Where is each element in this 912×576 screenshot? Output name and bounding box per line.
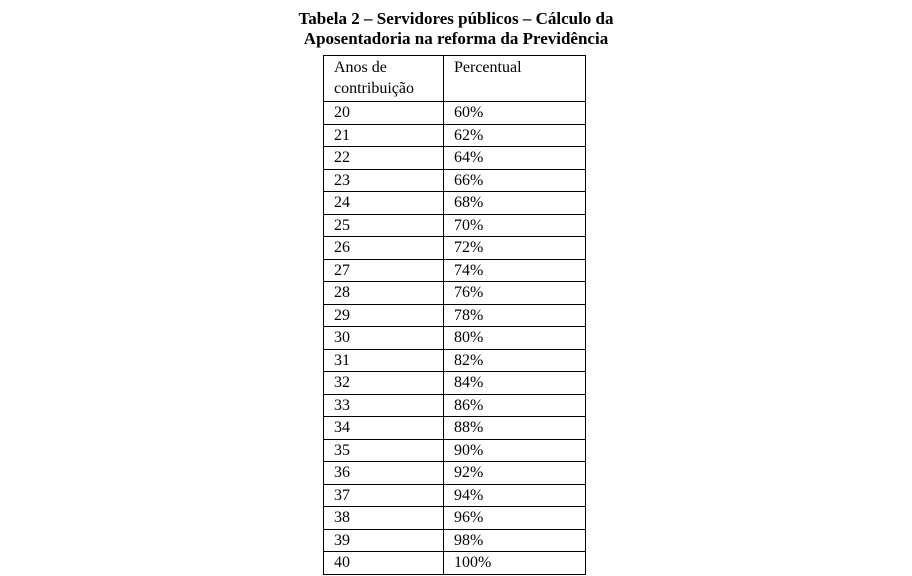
- percentage-cell: 78%: [444, 304, 586, 327]
- table-caption: [0, 9, 912, 49]
- table-row: [324, 439, 586, 462]
- years-cell: 28: [324, 282, 444, 305]
- percentage-cell: 98%: [444, 529, 586, 552]
- table-body: [324, 102, 586, 575]
- table-row: [324, 169, 586, 192]
- header-percentage: Percentual: [444, 56, 586, 102]
- table-row: [324, 102, 586, 125]
- table-row: [324, 214, 586, 237]
- years-cell: 24: [324, 192, 444, 215]
- years-cell: 35: [324, 439, 444, 462]
- retirement-percentage-table: [323, 55, 586, 575]
- percentage-cell: 86%: [444, 394, 586, 417]
- years-cell: 40: [324, 552, 444, 575]
- percentage-cell: 72%: [444, 237, 586, 260]
- percentage-cell: 84%: [444, 372, 586, 395]
- percentage-cell: 62%: [444, 124, 586, 147]
- table-row: [324, 462, 586, 485]
- table-row: [324, 507, 586, 530]
- percentage-cell: 82%: [444, 349, 586, 372]
- percentage-cell: 68%: [444, 192, 586, 215]
- caption-line-2: Aposentadoria na reforma da Previdência: [303, 29, 609, 48]
- table-row: [324, 282, 586, 305]
- percentage-cell: 70%: [444, 214, 586, 237]
- table-row: [324, 304, 586, 327]
- percentage-cell: 88%: [444, 417, 586, 440]
- years-cell: 29: [324, 304, 444, 327]
- percentage-cell: 96%: [444, 507, 586, 530]
- percentage-cell: 94%: [444, 484, 586, 507]
- years-cell: 34: [324, 417, 444, 440]
- percentage-cell: 80%: [444, 327, 586, 350]
- header-years-of-contribution: Anos de contribuição: [324, 56, 444, 102]
- years-cell: 30: [324, 327, 444, 350]
- table-row: [324, 417, 586, 440]
- years-cell: 22: [324, 147, 444, 170]
- years-cell: 25: [324, 214, 444, 237]
- years-cell: 36: [324, 462, 444, 485]
- years-cell: 27: [324, 259, 444, 282]
- table-row: [324, 259, 586, 282]
- table-row: [324, 372, 586, 395]
- percentage-cell: 90%: [444, 439, 586, 462]
- percentage-cell: 66%: [444, 169, 586, 192]
- table-row: [324, 237, 586, 260]
- table-header-row: [324, 56, 586, 102]
- table-row: [324, 484, 586, 507]
- table-row: [324, 529, 586, 552]
- years-cell: 33: [324, 394, 444, 417]
- years-cell: 32: [324, 372, 444, 395]
- years-cell: 38: [324, 507, 444, 530]
- years-cell: 20: [324, 102, 444, 125]
- years-cell: 31: [324, 349, 444, 372]
- percentage-cell: 92%: [444, 462, 586, 485]
- percentage-cell: 74%: [444, 259, 586, 282]
- table-row: [324, 124, 586, 147]
- caption-line-1: Tabela 2 – Servidores públicos – Cálculo da: [298, 9, 614, 28]
- table-row: [324, 552, 586, 575]
- years-cell: 21: [324, 124, 444, 147]
- percentage-cell: 76%: [444, 282, 586, 305]
- table-row: [324, 394, 586, 417]
- years-cell: 26: [324, 237, 444, 260]
- percentage-cell: 60%: [444, 102, 586, 125]
- percentage-cell: 100%: [444, 552, 586, 575]
- table-row: [324, 349, 586, 372]
- years-cell: 37: [324, 484, 444, 507]
- percentage-cell: 64%: [444, 147, 586, 170]
- table-row: [324, 327, 586, 350]
- years-cell: 39: [324, 529, 444, 552]
- years-cell: 23: [324, 169, 444, 192]
- table-row: [324, 147, 586, 170]
- table-row: [324, 192, 586, 215]
